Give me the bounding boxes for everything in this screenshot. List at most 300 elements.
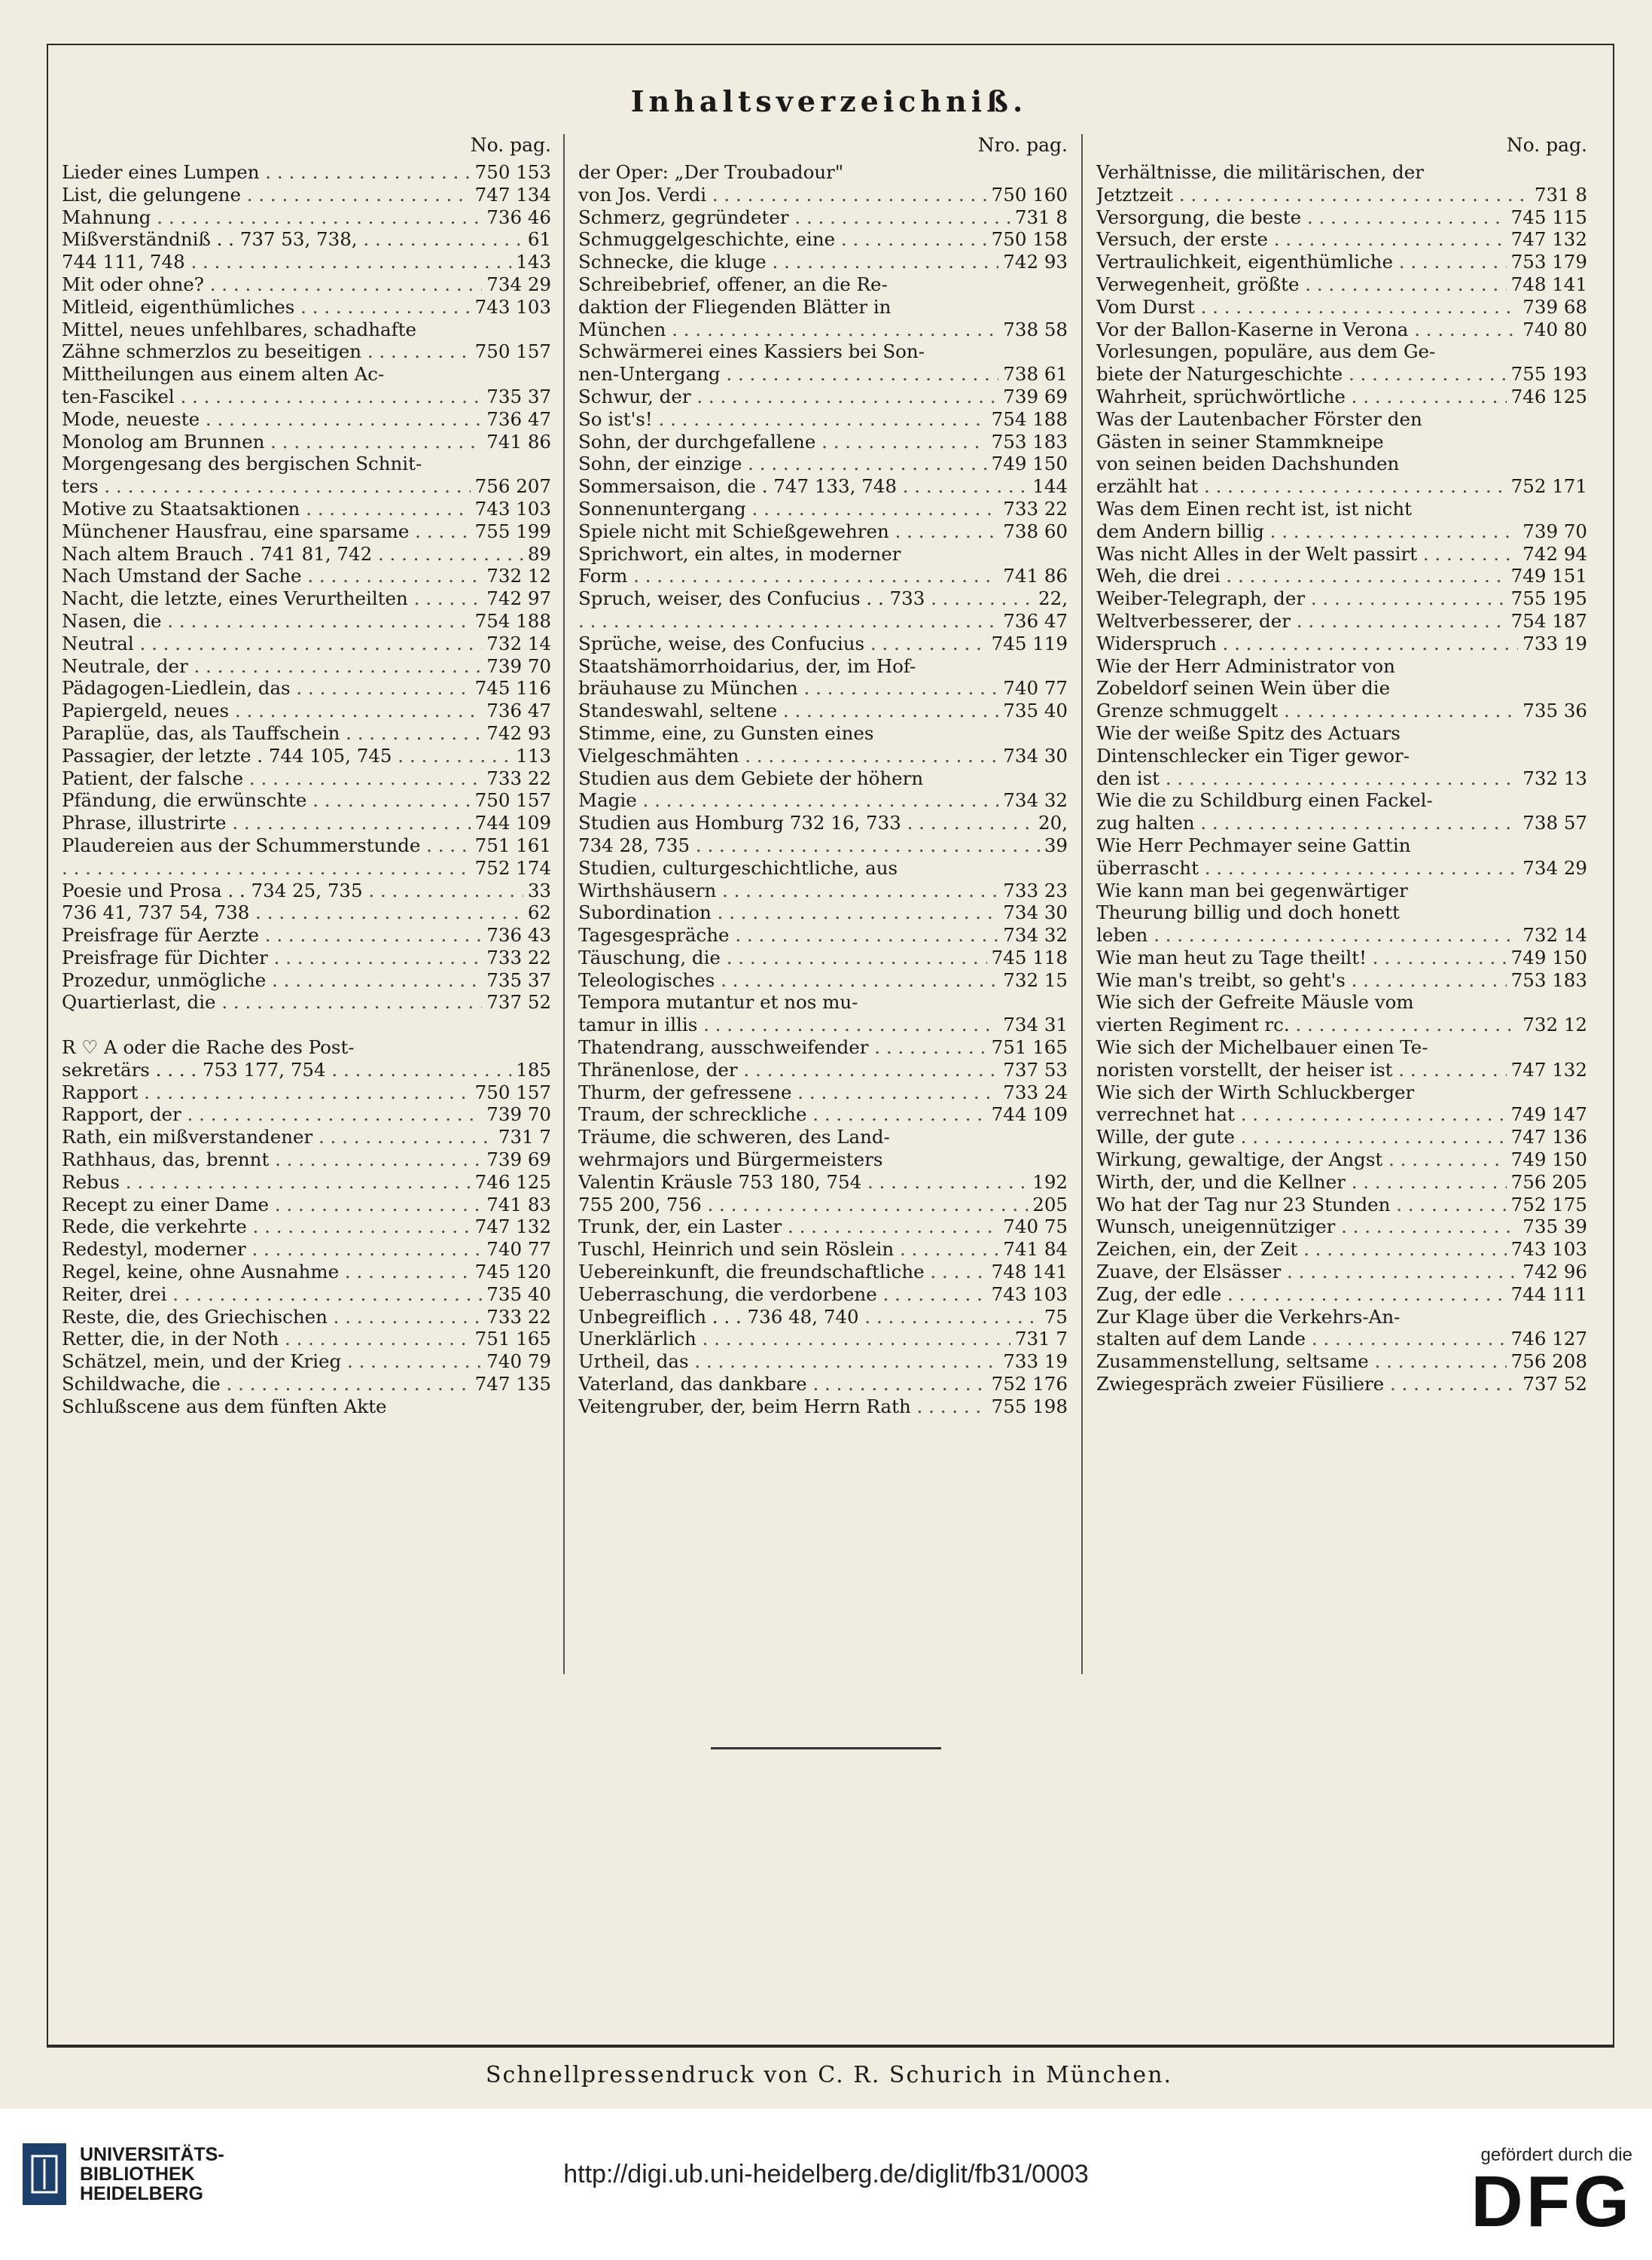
entry-reference: 732 13 xyxy=(1522,767,1587,789)
entry-title: Pädagogen-Liedlein, das . . . xyxy=(62,677,471,700)
index-entry xyxy=(62,857,551,880)
entry-title: Zuave, der Elsässer . . . xyxy=(1096,1261,1518,1283)
entry-reference: 743 103 xyxy=(991,1282,1068,1305)
entry-list xyxy=(62,161,551,1418)
entry-reference: 733 19 xyxy=(1003,1350,1068,1373)
entry-reference: 740 80 xyxy=(1522,318,1587,340)
entry-title: Neutrale, der . . . xyxy=(62,655,482,678)
index-entry xyxy=(1096,745,1587,767)
index-entry xyxy=(62,1215,551,1238)
index-entry xyxy=(1096,251,1587,273)
entry-reference: 733 22 xyxy=(486,946,551,968)
entry-title: Schildwache, die . . . xyxy=(62,1373,471,1395)
entry-reference: 738 61 xyxy=(1003,363,1068,386)
index-entry xyxy=(578,857,1068,880)
entry-title: Subordination . . . xyxy=(578,901,998,924)
entry-title: Valentin Kräusle 753 180, 754 . . . xyxy=(578,1171,1028,1194)
entry-title: Tuschl, Heinrich und sein Röslein . . . xyxy=(578,1238,998,1261)
sponsor-logo[interactable] xyxy=(1471,2145,1632,2242)
index-entry xyxy=(1096,319,1587,341)
entry-title: Sprüche, weise, des Confucius . . . xyxy=(578,633,987,655)
entry-reference: 739 70 xyxy=(1522,520,1587,542)
entry-reference: 746 125 xyxy=(1510,385,1587,407)
index-entry xyxy=(1096,677,1587,700)
index-entry xyxy=(1096,880,1587,902)
entry-title: Was nicht Alles in der Welt passirt . . . xyxy=(1096,543,1518,566)
entry-reference: 738 57 xyxy=(1522,812,1587,834)
entry-reference: 738 60 xyxy=(1003,520,1068,542)
entry-title: Träume, die schweren, des Land- xyxy=(578,1126,890,1148)
entry-title: Patient, der falsche . . . xyxy=(62,767,482,790)
entry-title: erzählt hat . . . xyxy=(1096,475,1507,498)
entry-reference: 753 183 xyxy=(991,430,1068,453)
entry-reference: 736 47 xyxy=(486,407,551,430)
entry-title: Standeswahl, seltene . . . xyxy=(578,700,998,722)
index-entry xyxy=(62,453,551,475)
entry-title: Nach Umstand der Sache . . . xyxy=(62,565,482,587)
index-entry xyxy=(1096,947,1587,969)
index-entry xyxy=(578,1238,1068,1261)
end-rule xyxy=(711,1747,941,1749)
entry-title: biete der Naturgeschichte . . . xyxy=(1096,363,1507,386)
entry-reference: 735 37 xyxy=(486,968,551,991)
index-entry xyxy=(578,767,1068,790)
index-entry xyxy=(1096,431,1587,453)
entry-reference: 732 14 xyxy=(1522,924,1587,947)
index-entry xyxy=(1096,1261,1587,1283)
entry-title: Zobeldorf seinen Wein über die xyxy=(1096,677,1391,700)
entry-title: Weh, die drei . . . xyxy=(1096,565,1507,587)
entry-reference: 749 150 xyxy=(1510,946,1587,968)
index-entry xyxy=(578,1194,1068,1216)
index-entry xyxy=(578,520,1068,543)
entry-title: Verhältnisse, die militärischen, der xyxy=(1096,161,1424,183)
index-entry xyxy=(62,340,551,363)
index-entry xyxy=(1096,1215,1587,1238)
entry-reference: 755 198 xyxy=(991,1395,1068,1417)
index-entry xyxy=(1096,498,1587,520)
entry-reference: 752 171 xyxy=(1510,475,1587,498)
entry-reference: 736 43 xyxy=(486,924,551,947)
entry-title: Zähne schmerzlos zu beseitigen . . . xyxy=(62,340,471,363)
index-entry xyxy=(62,273,551,296)
document-url[interactable]: http://digi.ub.uni-heidelberg.de/diglit/fb31/0003 xyxy=(563,2160,1089,2188)
entry-title: Schmuggelgeschichte, eine . . . xyxy=(578,228,987,251)
index-entry xyxy=(1096,1238,1587,1261)
entry-title: nen-Untergang . . . xyxy=(578,363,998,386)
entry-reference: 754 188 xyxy=(474,609,551,632)
entry-title: Mode, neueste . . . xyxy=(62,408,482,431)
entry-title: Vertraulichkeit, eigenthümliche . . . xyxy=(1096,251,1507,273)
entry-title: Staatshämorrhoidarius, der, im Hof- xyxy=(578,654,916,677)
index-entry xyxy=(62,184,551,206)
index-entry xyxy=(578,610,1068,633)
entry-title: 736 41, 737 54, 738 . . . xyxy=(62,901,523,924)
index-entry xyxy=(578,789,1068,812)
index-entry xyxy=(1096,991,1587,1014)
entry-title: R ♡ A oder die Rache des Post- xyxy=(62,1036,355,1059)
entry-title: überrascht . . . xyxy=(1096,857,1518,880)
entry-reference: 748 141 xyxy=(991,1261,1068,1283)
index-entry xyxy=(62,319,551,341)
entry-title: zug halten . . . xyxy=(1096,812,1518,834)
entry-reference: 756 207 xyxy=(474,475,551,498)
index-entry xyxy=(578,251,1068,273)
entry-reference: 733 22 xyxy=(486,767,551,789)
index-entry xyxy=(1096,475,1587,498)
index-entry xyxy=(578,1103,1068,1126)
index-entry xyxy=(578,386,1068,408)
entry-title: Weiber-Telegraph, der . . . xyxy=(1096,587,1507,610)
entry-reference: 749 151 xyxy=(1510,565,1587,587)
index-entry xyxy=(62,206,551,229)
entry-reference: 751 165 xyxy=(474,1328,551,1350)
index-entry xyxy=(62,633,551,655)
entry-title: Wo hat der Tag nur 23 Stunden . . . xyxy=(1096,1194,1507,1216)
index-entry xyxy=(62,901,551,924)
index-entry xyxy=(62,296,551,319)
entry-reference: 747 132 xyxy=(1510,1058,1587,1081)
index-entry xyxy=(62,677,551,700)
entry-title: Tempora mutantur et nos mu- xyxy=(578,991,858,1014)
entry-reference: 185 xyxy=(516,1058,551,1081)
index-entry xyxy=(62,565,551,587)
index-entry xyxy=(62,386,551,408)
index-entry xyxy=(1096,228,1587,251)
entry-title: Was dem Einen recht ist, ist nicht xyxy=(1096,497,1412,520)
index-entry xyxy=(578,296,1068,319)
entry-reference: 740 77 xyxy=(486,1238,551,1261)
entry-title: Wahrheit, sprüchwörtliche . . . xyxy=(1096,386,1507,408)
index-entry xyxy=(578,1306,1068,1328)
entry-reference: 733 22 xyxy=(1003,497,1068,520)
entry-title: Wunsch, uneigennütziger . . . xyxy=(1096,1215,1518,1238)
entry-title: Verwegenheit, größte . . . xyxy=(1096,273,1507,296)
entry-title: Versuch, der erste . . . xyxy=(1096,228,1507,251)
entry-title: Studien aus Homburg 732 16, 733 . . . xyxy=(578,812,1034,834)
entry-title: Spiele nicht mit Schießgewehren . . . xyxy=(578,520,998,543)
index-entry xyxy=(62,1306,551,1328)
index-entry xyxy=(1096,633,1587,655)
entry-reference: 741 84 xyxy=(1003,1238,1068,1261)
index-entry xyxy=(1096,1126,1587,1148)
entry-title: Was der Lautenbacher Förster den xyxy=(1096,407,1422,430)
entry-title: Vom Durst . . . xyxy=(1096,296,1518,319)
entry-title: 744 111, 748 . . . xyxy=(62,251,511,273)
index-entry xyxy=(62,161,551,184)
index-entry xyxy=(62,969,551,992)
entry-title: Schwärmerei eines Kassiers bei Son- xyxy=(578,340,925,363)
index-entry xyxy=(62,789,551,812)
entry-title: Wie man's treibt, so geht's . . . xyxy=(1096,969,1507,992)
index-entry xyxy=(1096,161,1587,184)
entry-reference: 735 40 xyxy=(486,1282,551,1305)
entry-reference: 742 96 xyxy=(1522,1261,1587,1283)
index-entry xyxy=(578,677,1068,700)
entry-title: Form . . . xyxy=(578,565,998,587)
entry-reference: 750 157 xyxy=(474,340,551,363)
index-entry xyxy=(62,1014,551,1036)
entry-reference: 75 xyxy=(1044,1305,1068,1328)
entry-title: Nacht, die letzte, eines Verurtheilten . . . xyxy=(62,587,482,610)
entry-title: vierten Regiment rc. . . . xyxy=(1096,1014,1518,1036)
entry-title: Mit oder ohne? . . . xyxy=(62,273,482,296)
entry-title: Schlußscene aus dem fünften Akte xyxy=(62,1395,387,1417)
entry-reference: 742 93 xyxy=(1003,251,1068,273)
index-entry xyxy=(1096,1081,1587,1104)
entry-title: Rede, die verkehrte . . . xyxy=(62,1215,471,1238)
entry-reference: 741 86 xyxy=(1003,565,1068,587)
index-entry xyxy=(62,610,551,633)
index-entry xyxy=(578,431,1068,453)
entry-title: sekretärs . . . . 753 177, 754 . . . xyxy=(62,1059,511,1081)
entry-title: List, die gelungene . . . xyxy=(62,184,471,206)
entry-title: Wirth, der, und die Kellner . . . xyxy=(1096,1171,1507,1194)
index-entry xyxy=(1096,1350,1587,1373)
index-entry xyxy=(578,1373,1068,1395)
entry-title: Preisfrage für Dichter . . . xyxy=(62,947,482,969)
index-entry xyxy=(578,969,1068,992)
entry-title: Vaterland, das dankbare . . . xyxy=(578,1373,987,1395)
entry-reference: 753 183 xyxy=(1510,968,1587,991)
entry-title: Morgengesang des bergischen Schnit- xyxy=(62,453,422,475)
entry-title: Thränenlose, der . . . xyxy=(578,1059,998,1081)
index-entry xyxy=(62,767,551,790)
index-entry xyxy=(62,812,551,834)
entry-reference: 734 31 xyxy=(1003,1014,1068,1036)
index-entry xyxy=(578,1328,1068,1350)
entry-title: Pfändung, die erwünschte . . . xyxy=(62,789,471,812)
entry-reference: 737 53 xyxy=(1003,1058,1068,1081)
entry-title: 755 200, 756 . . . xyxy=(578,1194,1028,1216)
entry-title: von Jos. Verdi . . . xyxy=(578,184,987,206)
index-entry xyxy=(578,587,1068,610)
entry-reference: 745 116 xyxy=(474,677,551,700)
entry-title: Stimme, eine, zu Gunsten eines xyxy=(578,721,874,744)
entry-title: Schnecke, die kluge . . . xyxy=(578,251,998,273)
index-entry xyxy=(578,453,1068,475)
index-entry xyxy=(578,1081,1068,1104)
index-entry xyxy=(62,408,551,431)
index-entry xyxy=(62,745,551,767)
index-entry xyxy=(62,655,551,678)
index-column-1 xyxy=(62,134,551,1418)
library-name-line-3: HEIDELBERG xyxy=(80,2183,203,2204)
entry-reference: 755 195 xyxy=(1510,587,1587,610)
entry-title: Wie man heut zu Tage theilt! . . . xyxy=(1096,947,1507,969)
entry-reference: 745 118 xyxy=(991,946,1068,968)
entry-title: von seinen beiden Dachshunden xyxy=(1096,453,1400,475)
entry-title: Papiergeld, neues . . . xyxy=(62,700,482,722)
index-entry xyxy=(62,1283,551,1306)
index-entry xyxy=(62,520,551,543)
entry-title: Wie Herr Pechmayer seine Gattin xyxy=(1096,834,1411,856)
entry-reference: 732 12 xyxy=(486,565,551,587)
entry-reference: 753 179 xyxy=(1510,251,1587,273)
entry-reference: 735 39 xyxy=(1522,1215,1587,1238)
entry-reference: 732 12 xyxy=(1522,1014,1587,1036)
entry-title: Widerspruch . . . xyxy=(1096,633,1518,655)
entry-title: Urtheil, das . . . xyxy=(578,1350,998,1373)
column-divider-1 xyxy=(563,134,565,1674)
entry-reference: 192 xyxy=(1032,1170,1068,1193)
index-entry xyxy=(578,273,1068,296)
entry-reference: 735 37 xyxy=(486,385,551,407)
entry-title: Zug, der edle . . . xyxy=(1096,1283,1507,1306)
index-entry xyxy=(62,1238,551,1261)
index-entry xyxy=(578,228,1068,251)
index-entry xyxy=(62,228,551,251)
entry-title: Schätzel, mein, und der Krieg . . . xyxy=(62,1350,482,1373)
index-entry xyxy=(1096,834,1587,857)
column-header: Nro. pag. xyxy=(977,134,1068,156)
index-entry xyxy=(1096,386,1587,408)
index-entry xyxy=(578,745,1068,767)
entry-reference: 731 7 xyxy=(498,1126,551,1148)
entry-title: Rebus . . . xyxy=(62,1171,471,1194)
index-column-3 xyxy=(1096,134,1587,1395)
entry-reference: 742 97 xyxy=(486,587,551,610)
entry-title: Reste, die, des Griechischen . . . xyxy=(62,1306,482,1328)
entry-title: Wie sich der Michelbauer einen Te- xyxy=(1096,1036,1428,1059)
entry-title: Nach altem Brauch . 741 81, 742 . . . xyxy=(62,543,523,566)
index-entry xyxy=(1096,1036,1587,1059)
index-entry xyxy=(578,1215,1068,1238)
index-entry xyxy=(1096,453,1587,475)
index-entry xyxy=(578,834,1068,857)
index-entry xyxy=(62,1148,551,1171)
index-entry xyxy=(578,206,1068,229)
index-entry xyxy=(1096,610,1587,633)
index-entry xyxy=(578,319,1068,341)
index-entry xyxy=(62,991,551,1014)
entry-reference: 734 30 xyxy=(1003,901,1068,924)
index-entry xyxy=(62,700,551,722)
entry-reference: 740 77 xyxy=(1003,677,1068,700)
index-entry xyxy=(1096,1059,1587,1081)
index-entry xyxy=(62,1373,551,1395)
entry-title: Prozedur, unmögliche . . . xyxy=(62,969,482,992)
library-name-line-1: UNIVERSITÄTS- xyxy=(80,2144,224,2165)
entry-reference: 749 150 xyxy=(1510,1148,1587,1171)
index-entry xyxy=(62,1036,551,1059)
entry-title: Quartierlast, die . . . xyxy=(62,991,482,1014)
entry-reference: 740 79 xyxy=(486,1350,551,1373)
entry-title: Sprichwort, ein altes, in moderner xyxy=(578,542,901,565)
index-entry xyxy=(578,924,1068,947)
entry-reference: 61 xyxy=(527,228,551,251)
entry-reference: 731 8 xyxy=(1014,206,1068,228)
entry-reference: 745 120 xyxy=(474,1261,551,1283)
entry-reference: 755 193 xyxy=(1510,363,1587,386)
entry-reference: 744 109 xyxy=(991,1103,1068,1126)
index-entry xyxy=(1096,789,1587,812)
entry-title: Vor der Ballon-Kaserne in Verona . . . xyxy=(1096,319,1518,341)
entry-title: Dintenschlecker ein Tiger gewor- xyxy=(1096,744,1410,767)
entry-reference: 738 58 xyxy=(1003,318,1068,340)
index-entry xyxy=(62,834,551,857)
entry-reference: 113 xyxy=(516,744,551,767)
entry-title: Mittheilungen aus einem alten Ac- xyxy=(62,363,385,386)
entry-title: Wie die zu Schildburg einen Fackel- xyxy=(1096,789,1433,812)
entry-reference: 754 188 xyxy=(991,407,1068,430)
index-entry xyxy=(62,722,551,745)
index-entry xyxy=(578,1126,1068,1148)
entry-reference: 731 7 xyxy=(1014,1328,1068,1350)
index-entry xyxy=(578,184,1068,206)
entry-title: Retter, die, in der Noth . . . xyxy=(62,1328,471,1350)
entry-reference: 756 205 xyxy=(1510,1170,1587,1193)
entry-reference: 143 xyxy=(516,251,551,273)
entry-reference: 743 103 xyxy=(474,295,551,318)
entry-reference: 62 xyxy=(527,901,551,924)
entry-reference: 89 xyxy=(527,542,551,565)
index-entry xyxy=(578,340,1068,363)
entry-title xyxy=(62,857,471,880)
column-header: No. pag. xyxy=(470,134,551,156)
entry-title: Rapport . . . xyxy=(62,1081,471,1104)
index-column-2 xyxy=(578,134,1068,1418)
index-entry xyxy=(62,1059,551,1081)
entry-reference: 740 75 xyxy=(1003,1215,1068,1238)
index-entry xyxy=(578,901,1068,924)
entry-title: dem Andern billig . . . xyxy=(1096,520,1518,543)
index-entry xyxy=(578,475,1068,498)
entry-title: Grenze schmuggelt . . . xyxy=(1096,700,1518,722)
index-entry xyxy=(1096,1373,1587,1395)
index-entry xyxy=(62,251,551,273)
index-entry xyxy=(578,655,1068,678)
entry-title: Monolog am Brunnen . . . xyxy=(62,431,482,453)
page-title: Inhaltsverzeichniß. xyxy=(630,84,1028,118)
entry-title: Uebereinkunft, die freundschaftliche . . . xyxy=(578,1261,987,1283)
index-entry xyxy=(1096,1283,1587,1306)
entry-title: noristen vorstellt, der heiser ist . . . xyxy=(1096,1059,1507,1081)
entry-reference: 733 22 xyxy=(486,1305,551,1328)
entry-title: Recept zu einer Dame . . . xyxy=(62,1194,482,1216)
entry-title xyxy=(578,610,998,633)
column-header: No. pag. xyxy=(1506,134,1587,156)
entry-reference: 750 160 xyxy=(991,183,1068,206)
entry-title: Wie der Herr Administrator von xyxy=(1096,654,1395,677)
entry-reference: 744 111 xyxy=(1510,1282,1587,1305)
index-entry xyxy=(1096,924,1587,947)
entry-reference: 33 xyxy=(527,879,551,901)
entry-title: Zur Klage über die Verkehrs-An- xyxy=(1096,1305,1401,1328)
entry-title: Mahnung . . . xyxy=(62,206,482,229)
entry-reference: 747 132 xyxy=(1510,228,1587,251)
index-entry xyxy=(578,363,1068,386)
entry-reference: 736 47 xyxy=(1003,609,1068,632)
entry-title: Zusammenstellung, seltsame . . . xyxy=(1096,1350,1507,1373)
entry-title: Thatendrang, ausschweifender . . . xyxy=(578,1036,987,1059)
entry-title: Neutral . . . xyxy=(62,633,482,655)
entry-title: Rapport, der . . . xyxy=(62,1103,482,1126)
entry-title: Weltverbesserer, der . . . xyxy=(1096,610,1507,633)
entry-title: Studien aus dem Gebiete der höhern xyxy=(578,767,924,789)
index-entry xyxy=(1096,1103,1587,1126)
entry-reference: 734 29 xyxy=(486,273,551,295)
entry-title: Sohn, der einzige . . . xyxy=(578,453,987,475)
entry-reference: 747 132 xyxy=(474,1215,551,1238)
entry-reference: 754 187 xyxy=(1510,609,1587,632)
entry-title: Wille, der gute . . . xyxy=(1096,1126,1507,1148)
entry-reference: 746 125 xyxy=(474,1170,551,1193)
entry-reference: 732 14 xyxy=(486,632,551,654)
index-entry xyxy=(1096,722,1587,745)
index-entry xyxy=(1096,206,1587,229)
entry-title: Tagesgespräche . . . xyxy=(578,924,998,947)
